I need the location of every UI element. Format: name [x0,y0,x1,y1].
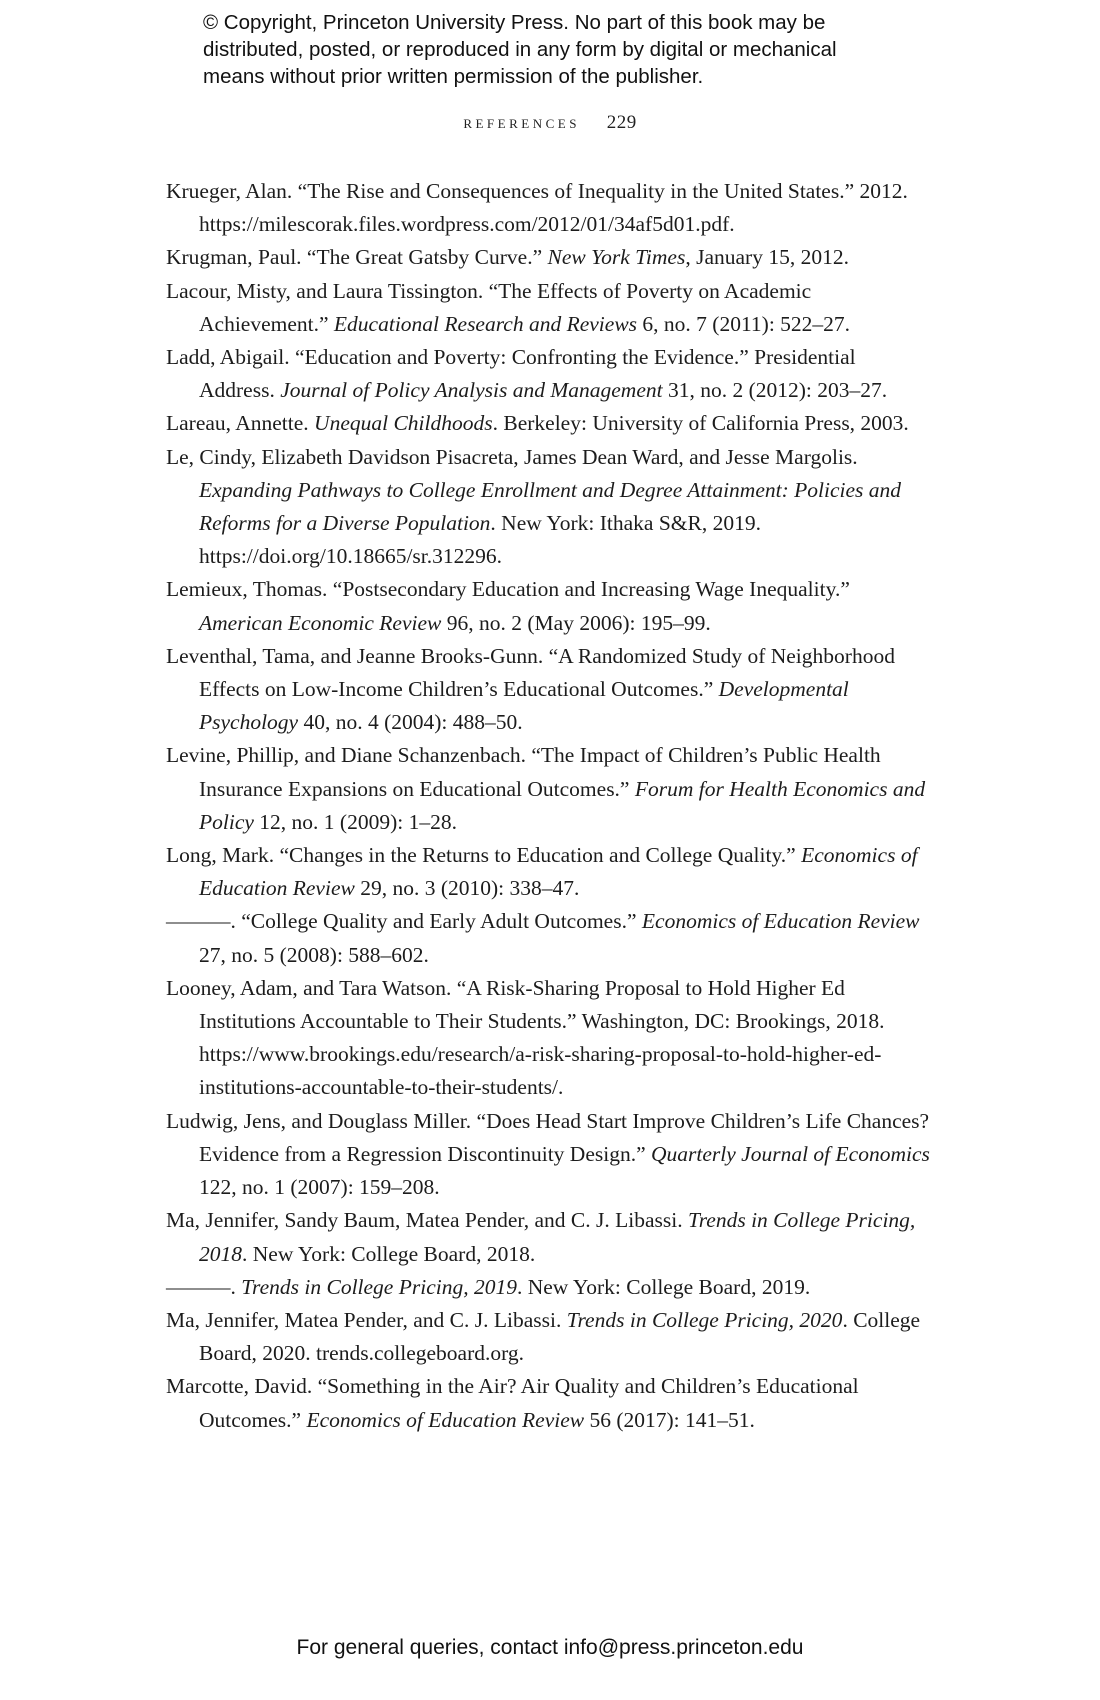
reference-text: Krueger, Alan. “The Rise and Consequences of Inequality in the United States.” 2012. https://milescorak.files.wordpress.com/2012/01/34af5d01.pdf. [166,179,908,237]
reference-text: 56 (2017): 141–51. [584,1407,755,1432]
reference-title-italic: Unequal Childhoods [314,411,493,436]
reference-list [166,175,930,1437]
reference-text: Marcotte, David. “Something in the Air? Air Quality and Children’s Educational Outcomes.” [166,1374,859,1432]
reference-text: 6, no. 7 (2011): 522–27. [637,311,851,336]
reference-title-italic: American Economic Review [199,610,442,635]
reference-text: Lemieux, Thomas. “Postsecondary Education and Increasing Wage Inequality.” [166,577,850,602]
reference-title-italic: Economics of Education Review [641,909,920,934]
reference-text: . New York: College Board, 2019. [516,1274,811,1299]
reference-text: . New York: Ithaka S&R, 2019. https://doi.org/10.18665/sr.312296. [199,511,761,569]
reference-text: 122, no. 1 (2007): 159–208. [199,1175,440,1200]
reference-text: . Berkeley: University of California Press, 2003. [492,411,909,436]
reference-text: 12, no. 1 (2009): 1–28. [253,809,457,834]
reference-text: Le, Cindy, Elizabeth Davidson Pisacreta, James Dean Ward, and Jesse Margolis. [166,444,858,469]
reference-entry [166,1304,930,1370]
reference-entry [166,241,930,274]
footer-contact: For general queries, contact info@press.princeton.edu [296,1636,804,1659]
reference-title-italic: Trends in College Pricing, 2018 [199,1208,916,1266]
reference-entry [166,275,930,341]
reference-title-italic: Developmental Psychology [199,677,849,735]
reference-title-italic: Quarterly Journal of Economics [651,1141,930,1166]
reference-text: Ladd, Abigail. “Education and Poverty: Confronting the Evidence.” Presidential Address. [166,345,856,403]
reference-entry [166,1271,930,1304]
reference-title-italic: Trends in College Pricing, 2019 [241,1274,517,1299]
reference-text: ———. [166,1274,242,1299]
reference-title-italic: Expanding Pathways to College Enrollment and Degree Attainment: Policies and Reforms for a Diverse Population [199,477,902,536]
reference-text: , January 15, 2012. [685,245,849,270]
reference-text: Ludwig, Jens, and Douglass Miller. “Does Head Start Improve Children’s Life Chances? Evidence from a Regression Discontinuity Design.” [166,1108,930,1166]
reference-entry [166,640,930,740]
reference-title-italic: New York Times [547,245,686,270]
reference-entry [166,1105,930,1205]
reference-title-italic: Educational Research and Reviews [333,311,638,336]
reference-text: Ma, Jennifer, Matea Pender, and C. J. Libassi. [166,1307,567,1332]
reference-entry [166,407,930,440]
reference-text: Lareau, Annette. [166,411,315,436]
reference-title-italic: Journal of Policy Analysis and Management [280,378,663,403]
copyright-line: © Copyright, Princeton University Press. No part of this book may be [203,11,826,34]
reference-entry [166,839,930,905]
reference-text: Long, Mark. “Changes in the Returns to Education and College Quality.” [166,843,802,868]
reference-text: Krugman, Paul. “The Great Gatsby Curve.” [166,245,548,270]
page-number: 229 [606,112,637,133]
reference-text: Looney, Adam, and Tara Watson. “A Risk-Sharing Proposal to Hold Higher Ed Institutions Accountable to Their Students.” Washington, DC: Brookings, 2018. https://www.brookings.edu/research/a-risk-sharing-proposal-to-hold-higher-ed-institutions-accountable-to-their-students/. [166,975,885,1100]
reference-text: 40, no. 4 (2004): 488–50. [298,710,523,735]
reference-text: . College Board, 2020. trends.collegeboard.org. [199,1307,921,1366]
reference-entry [166,441,930,574]
reference-entry [166,1370,930,1436]
copyright-line: distributed, posted, or reproduced in any form by digital or mechanical [203,38,837,61]
reference-title-italic: Economics of Education Review [199,843,918,901]
reference-entry [166,972,930,1105]
running-head-section: references [463,112,580,133]
reference-text: Ma, Jennifer, Sandy Baum, Matea Pender, and C. J. Libassi. [166,1208,688,1233]
reference-entry [166,739,930,839]
reference-entry [166,175,930,241]
reference-entry [166,573,930,639]
reference-text: 31, no. 2 (2012): 203–27. [662,378,888,403]
reference-title-italic: Forum for Health Economics and Policy [199,776,926,834]
reference-entry [166,1204,930,1270]
reference-text: 29, no. 3 (2010): 338–47. [354,876,580,901]
reference-entry [166,905,930,971]
reference-text: Leventhal, Tama, and Jeanne Brooks-Gunn. “A Randomized Study of Neighborhood Effects on Low-Income Children’s Educational Outcomes.” [166,643,895,702]
reference-text: 27, no. 5 (2008): 588–602. [199,942,429,967]
reference-text: 96, no. 2 (May 2006): 195–99. [441,610,711,635]
reference-text: . New York: College Board, 2018. [242,1241,536,1266]
reference-title-italic: Trends in College Pricing, 2020 [566,1307,843,1332]
reference-text: ———. “College Quality and Early Adult Outcomes.” [166,909,642,934]
copyright-notice [203,9,963,90]
copyright-line: means without prior written permission of the publisher. [203,65,704,88]
running-head [0,112,1100,134]
reference-text: Levine, Phillip, and Diane Schanzenbach. “The Impact of Children’s Public Health Insurance Expansions on Educational Outcomes.” [166,743,881,801]
reference-text: Lacour, Misty, and Laura Tissington. “The Effects of Poverty on Academic Achievement.” [166,278,812,336]
reference-entry [166,341,930,407]
reference-title-italic: Economics of Education Review [306,1407,585,1432]
